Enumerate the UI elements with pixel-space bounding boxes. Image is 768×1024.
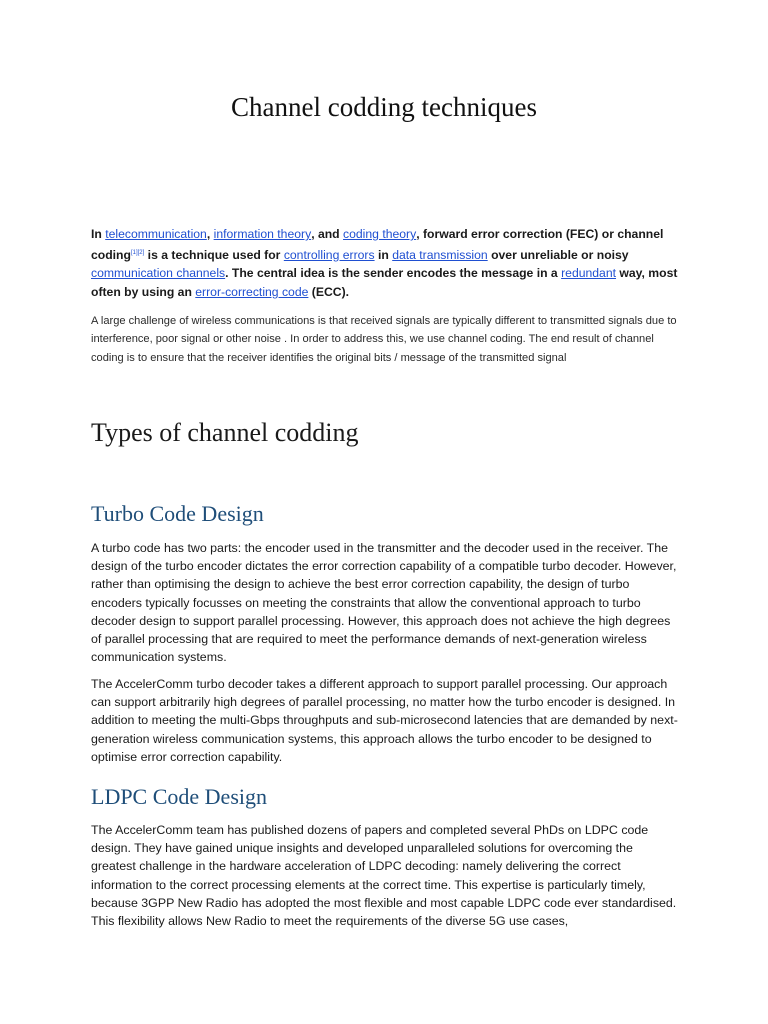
intro-text: , [206, 227, 214, 241]
ldpc-paragraph-1: The AccelerComm team has published dozens of papers and completed several PhDs on LDPC code design. They have gained unique insights and developed unparalleled solutions for overcoming the greatest challenge in the hardware acceleration of LDPC decoding: namely delivering the correct information to the correct processing elements at the correct time. This expertise is particularly timely, because 3GPP New Radio has adopted the most flexible and most capable LDPC code ever standardised. This flexibility allows New Radio to meet the requirements of the diverse 5G use cases, [91, 823, 677, 929]
section-heading: Types of channel codding [91, 418, 359, 447]
intro-text: is a technique used for [144, 247, 284, 262]
turbo-paragraph-2: The AccelerComm turbo decoder takes a different approach to support parallel processing. Our approach can support arbitrarily high degrees of parallel processing, no matter how the turbo encoder is designed. In addition to meeting the multi-Gbps throughputs and sub-microsecond latencies that are demanded by next-generation wireless communication systems, this approach allows the turbo encoder to be designed to optimise error correction capability. [91, 677, 678, 764]
intro-text: , forward error correction (FEC) or channel coding [91, 227, 664, 262]
intro-text: in [374, 247, 393, 262]
link-controlling-errors[interactable]: controlling errors [283, 247, 375, 262]
link-telecommunication[interactable]: telecommunication [105, 227, 207, 241]
link-error-correcting-code[interactable]: error-correcting code [195, 284, 309, 299]
link-information-theory[interactable]: information theory [213, 227, 312, 241]
intro-text: , and [311, 227, 344, 241]
turbo-paragraph-1: A turbo code has two parts: the encoder used in the transmitter and the decoder used in the receiver. The design of the turbo encoder dictates the error correction capability of a compatible turbo decoder. However, rather than optimising the design to achieve the best error correction capability, the design of turbo encoders typically focusses on meeting the constraints that allow the conventional approach to turbo decoder design to support parallel processing. However, this approach does not achieve the high degrees of parallel processing that are required to meet the performance demands of next-generation wireless communication systems. [91, 541, 677, 665]
turbo-heading: Turbo Code Design [91, 501, 264, 526]
intro-text: over unreliable or noisy [487, 247, 629, 262]
link-communication-channels[interactable]: communication channels [91, 266, 226, 281]
citation-link[interactable]: [1][2] [130, 249, 145, 256]
link-redundant[interactable]: redundant [561, 266, 617, 281]
challenge-paragraph: A large challenge of wireless communications is that received signals are typically different to transmitted signals due to interference, poor signal or other noise . In order to address this, we use channel coding. The end result of channel coding is to ensure that the receiver identifies the original bits / message of the transmitted signal [91, 315, 677, 364]
link-data-transmission[interactable]: data transmission [392, 247, 488, 262]
document-title: Channel codding techniques [231, 92, 537, 122]
intro-text: (ECC). [308, 284, 350, 299]
link-coding-theory[interactable]: coding theory [343, 227, 417, 241]
intro-paragraph [91, 225, 681, 301]
intro-text: way, most often by using an [91, 266, 678, 299]
ldpc-heading: LDPC Code Design [91, 784, 267, 809]
intro-text: . The central idea is the sender encodes the message in a [225, 266, 562, 281]
intro-text: In [91, 227, 106, 241]
